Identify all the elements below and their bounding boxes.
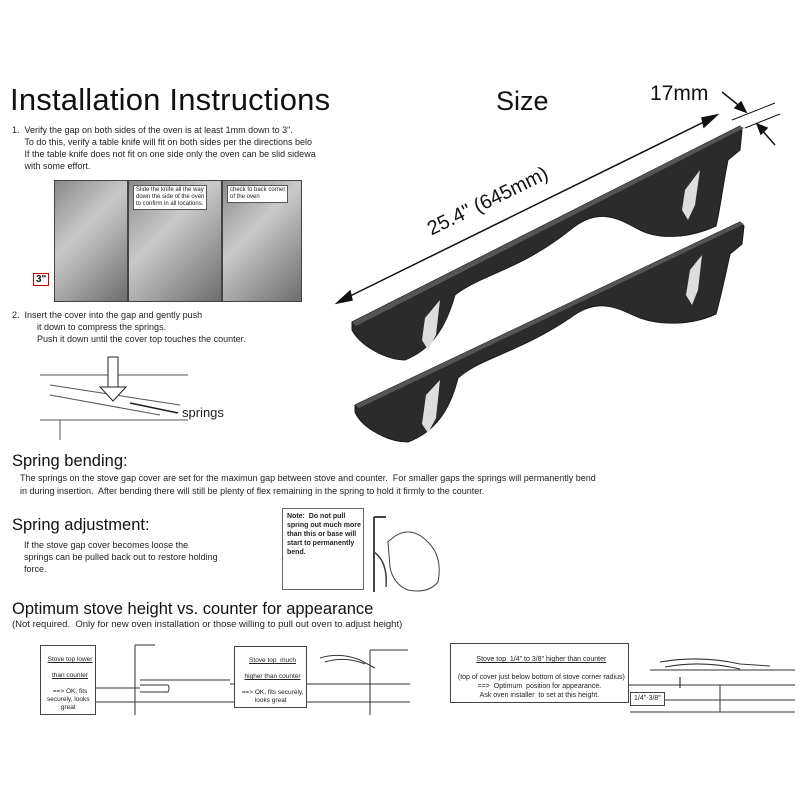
case3-body: (top of cover just below bottom of stove corner radius) ==> Optimum position for appearance. Ask oven installer to set at this height. <box>457 674 625 699</box>
case1-label <box>40 645 96 715</box>
insert-cover-diagram <box>40 345 190 440</box>
case3-dim-label: 1/4"-3/8" <box>630 692 665 706</box>
page-title: Installation Instructions <box>10 82 331 117</box>
knife-gap-photo <box>36 180 128 302</box>
case2-label <box>234 646 307 708</box>
springs-label: springs <box>182 405 224 420</box>
photo3-caption: check to back corner of the oven <box>227 185 288 203</box>
step2-text: 2. Insert the cover into the gap and gently push it down to compress the springs. Push it down until the cover top touches the counter. <box>12 310 246 344</box>
case1-title-line2: than counter <box>51 672 89 679</box>
spring-adjustment-text: If the stove gap cover becomes loose the springs can be pulled back out to restore holding force. <box>24 540 218 574</box>
knife-side-photo <box>128 180 222 302</box>
case1-title-line1: Stove top lower <box>47 656 93 663</box>
case2-title-line2: higher than counter <box>244 673 301 680</box>
hand-adjust-spring-diagram <box>368 512 448 597</box>
spring-bending-text: The springs on the stove gap cover are set for the maximun gap between stove and counter. For smaller gaps the springs will permanently bend in during insertion. After bending there will still be plenty of flex remaining in the spring to hold it firmly to the counter. <box>20 473 596 496</box>
knife-corner-photo <box>222 180 302 302</box>
case1-body: ==> OK, fits securely, looks great <box>46 688 90 711</box>
arrow-down-icon <box>100 357 126 401</box>
width-dimension-label: 17mm <box>650 82 709 105</box>
spring-adjustment-heading: Spring adjustment: <box>12 516 150 534</box>
photo2-caption: Slide the knife all the way down the side of the oven to confirm in all locations. <box>133 185 207 210</box>
case2-title-line1: Stove top much <box>249 657 297 664</box>
length-dimension-label: 25.4" (645mm) <box>423 162 552 241</box>
case2-body: ==> OK, fits securely, looks great <box>241 689 304 704</box>
arrow-right-icon <box>130 403 178 413</box>
optimum-heading: Optimum stove height vs. counter for appearance <box>12 600 374 618</box>
optimum-subheading: (Not required. Only for new oven installation or those willing to pull out oven to adjust height) <box>12 619 403 630</box>
case3-label <box>450 643 629 703</box>
size-heading: Size <box>496 86 549 116</box>
spring-note-box: Note: Do not pull spring out much more than this or base will start to permanently bend. <box>282 508 364 590</box>
case3-title-line1: Stove top 1/4" to 3/8" higher than counter <box>476 656 607 663</box>
step1-text: 1. Verify the gap on both sides of the oven is at least 1mm down to 3". To do this, verify a table knife will fit on both sides per the directions belo If the table knife does not fit on one side only the oven can be slid sidewa with some effort. <box>12 125 316 171</box>
spring-bending-heading: Spring bending: <box>12 452 128 470</box>
gap-height-label: 3" <box>33 273 49 286</box>
